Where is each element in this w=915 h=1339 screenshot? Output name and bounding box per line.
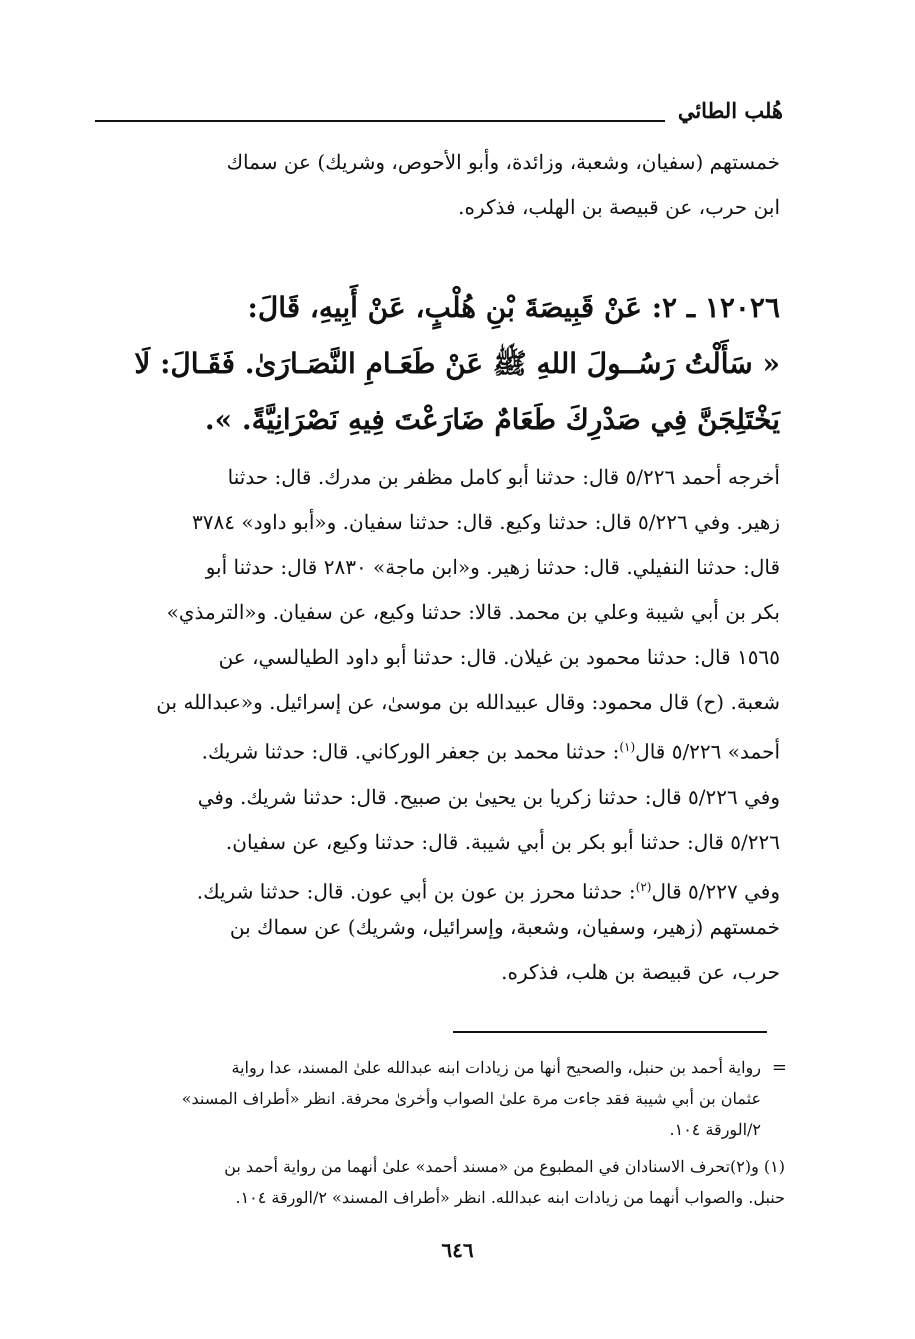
footnote-line: (١) و(٢)تحرف الاسنادان في المطبوع من «مسند أحمد» علىٰ أنهما من رواية أحمد بن [224,1157,785,1176]
footnote-1-2 [95,1151,785,1213]
text-line: ١٥٦٥ قال: حدثنا محمود بن غيلان. قال: حدثنا أبو داود الطيالسي، عن [218,645,780,669]
running-header [95,96,783,132]
footnotes [95,1052,785,1213]
continuation-mark: = [771,1057,787,1078]
footnote-line: عثمان بن أبي شيبة فقد جاءت مرة علىٰ الصواب وأخرىٰ محرفة. انظر «أطراف المسند» [181,1089,761,1108]
text-line: شعبة. (ح) قال محمود: وقال عبيدالله بن موسىٰ، عن إسرائيل. و«عبدالله بن [156,690,780,714]
text-line: ٥/٢٢٦ قال: حدثنا أبو بكر بن أبي شيبة. قال: حدثنا وكيع، عن سفيان. [225,829,780,854]
text-line [92,725,780,775]
text-span: أحمد» ٥/٢٢٦ قال [635,739,780,764]
footnote-line: ٢/الورقة ١٠٤. [669,1120,761,1139]
hadith-line: « سَأَلْتُ رَسُــولَ اللهِ ﷺ عَنْ طَعَـامِ النَّصَـارَىٰ. فَقَـالَ: لَا [134,347,780,380]
hadith-text [92,280,780,448]
text-line: ابن حرب، عن قبيصة بن الهلب، فذكره. [458,195,780,219]
outro-paragraph [92,905,780,995]
hadith-line: ١٢٠٢٦ ـ ٢: عَنْ قَبِيصَةَ بْنِ هُلْبٍ، عَنْ أَبِيهِ، قَالَ: [247,291,780,324]
intro-paragraph [92,140,780,230]
text-line: بكر بن أبي شيبة وعلي بن محمد. قالا: حدثنا وكيع، عن سفيان. و«الترمذي» [166,600,780,624]
text-span: : حدثنا محرز بن عون بن أبي عون. قال: حدثنا شريك. [196,879,636,904]
footnote-ref-1[interactable]: (١) [619,740,636,754]
footnote-continuation [95,1052,785,1145]
footnote-line: حنبل. والصواب أنهما من زيادات ابنه عبدالله. انظر «أطراف المسند» ٢/الورقة ١٠٤. [235,1188,785,1207]
hadith-line: يَخْتَلِجَنَّ فِي صَدْرِكَ طَعَامٌ ضَارَعْتَ فِيهِ نَصْرَانِيَّةً. ». [204,403,780,436]
footnote-ref-2[interactable]: (٢) [635,879,652,894]
text-line: قال: حدثنا النفيلي. قال: حدثنا زهير. و«ابن ماجة» ٢٨٣٠ قال: حدثنا أبو [205,555,780,579]
text-line: خمستهم (زهير، وسفيان، وشعبة، وإسرائيل، وشريك) عن سماك بن [229,915,780,939]
text-span: : حدثنا محمد بن جعفر الوركاني. قال: حدثنا شريك. [201,739,620,764]
text-line: أخرجه أحمد ٥/٢٢٦ قال: حدثنا أبو كامل مظفر بن مدرك. قال: حدثنا [227,465,780,489]
text-line: وفي ٥/٢٢٦ قال: حدثنا زكريا بن يحيىٰ بن صبيح. قال: حدثنا شريك. وفي [197,784,780,809]
footnote-separator [453,1031,767,1033]
footnote-line: رواية أحمد بن حنبل، والصحيح أنها من زيادات ابنه عبدالله علىٰ المسند، عدا رواية [231,1058,761,1077]
takhrij-paragraph [92,455,780,914]
text-line: زهير. وفي ٥/٢٢٦ قال: حدثنا وكيع. قال: حدثنا سفيان. و«أبو داود» ٣٧٨٤ [192,510,780,534]
header-title: هُلب الطائي [677,98,783,123]
text-line: حرب، عن قبيصة بن هلب، فذكره. [501,960,780,984]
page-number: ٦٤٦ [441,1238,474,1262]
text-line: خمستهم (سفيان، وشعبة، وزائدة، وأبو الأحوص، وشريك) عن سماك [226,150,780,174]
text-span: وفي ٥/٢٢٧ قال [651,879,780,904]
header-rule [95,120,665,122]
